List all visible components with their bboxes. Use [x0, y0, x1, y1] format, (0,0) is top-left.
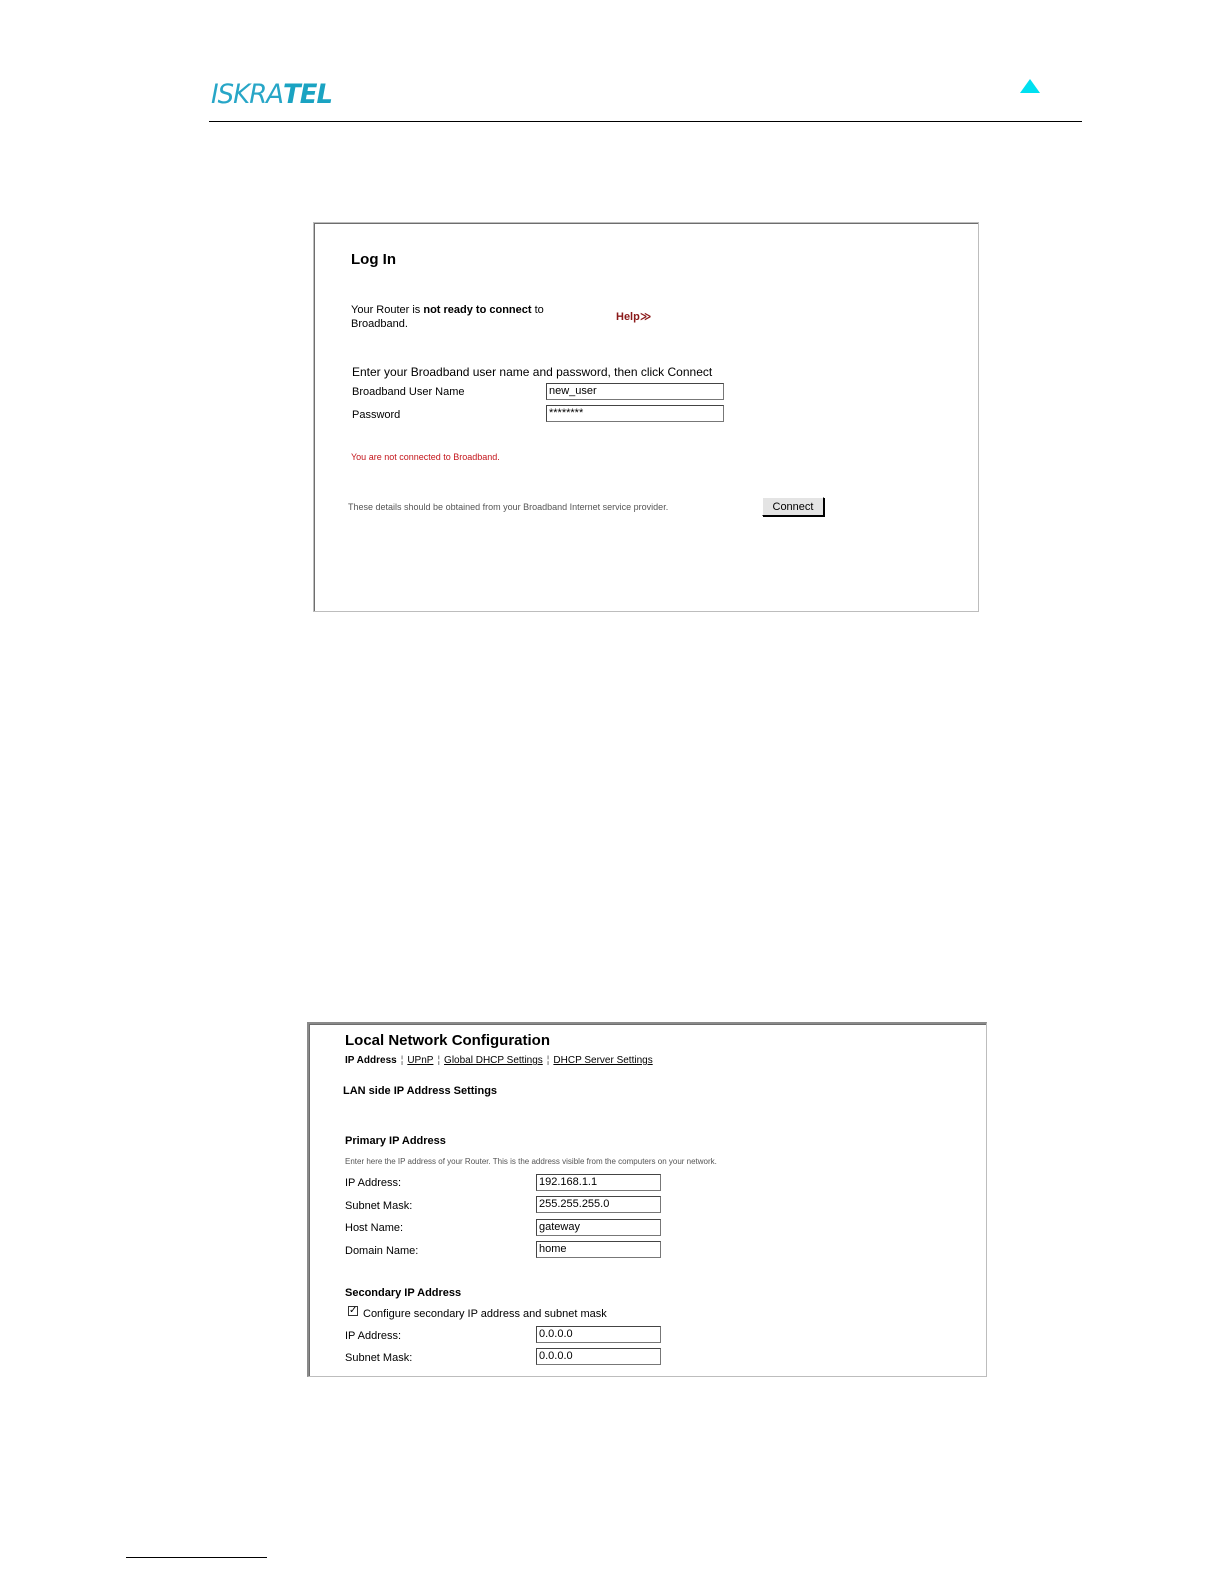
lan-tabs: IP Address ¦ UPnP ¦ Global DHCP Settings ¦ DHCP Server Settings — [345, 1055, 653, 1066]
domain-name-input[interactable]: home — [536, 1241, 661, 1258]
lan-config-screenshot — [307, 1022, 987, 1377]
host-name-label: Host Name: — [345, 1222, 404, 1234]
help-link[interactable]: Help≫ — [616, 311, 652, 323]
tab-global-dhcp[interactable]: Global DHCP Settings — [444, 1055, 543, 1066]
status-suffix: to Broadband. — [351, 304, 544, 330]
secondary-ip-label: IP Address: — [345, 1330, 402, 1342]
primary-ip-description: Enter here the IP address of your Router. This is the address visible from the computers on your network. — [345, 1157, 717, 1166]
header-divider — [209, 121, 1082, 122]
footnote-rule — [126, 1557, 267, 1558]
password-input[interactable]: ******** — [546, 405, 724, 422]
connect-button[interactable]: Connect — [762, 497, 824, 516]
login-instructions: Enter your Broadband user name and password, then click Connect — [352, 365, 713, 379]
secondary-ip-checkbox-label: Configure secondary IP address and subnet mask — [363, 1308, 607, 1320]
router-status-text — [351, 303, 581, 331]
tab-dhcp-server[interactable]: DHCP Server Settings — [553, 1055, 653, 1066]
username-label: Broadband User Name — [352, 386, 465, 398]
primary-ip-label: IP Address: — [345, 1177, 402, 1189]
secondary-ip-input[interactable]: 0.0.0.0 — [536, 1326, 661, 1343]
username-input[interactable]: new_user — [546, 383, 724, 400]
lan-config-title: Local Network Configuration — [345, 1032, 551, 1049]
not-connected-message: You are not connected to Broadband. — [351, 452, 500, 462]
login-screenshot — [313, 222, 979, 612]
secondary-subnet-input[interactable]: 0.0.0.0 — [536, 1348, 661, 1365]
status-prefix: Your Router is — [351, 304, 424, 316]
primary-subnet-input[interactable]: 255.255.255.0 — [536, 1196, 661, 1213]
tab-upnp[interactable]: UPnP — [407, 1055, 434, 1066]
secondary-subnet-label: Subnet Mask: — [345, 1352, 413, 1364]
logo-iskra-text: ISKRA — [211, 79, 284, 110]
primary-ip-heading: Primary IP Address — [345, 1135, 446, 1147]
up-arrow-icon[interactable] — [1019, 78, 1041, 94]
provider-details-note: These details should be obtained from your Broadband Internet service provider. — [348, 502, 669, 512]
password-label: Password — [352, 409, 401, 421]
lan-section-heading: LAN side IP Address Settings — [343, 1085, 498, 1097]
login-title: Log In — [351, 251, 396, 268]
secondary-ip-heading: Secondary IP Address — [345, 1287, 462, 1299]
primary-ip-input[interactable]: 192.168.1.1 — [536, 1174, 661, 1191]
secondary-ip-checkbox[interactable]: ✓ — [349, 1305, 358, 1316]
status-bold: not ready to connect — [423, 304, 532, 316]
iskratel-logo — [211, 79, 333, 110]
host-name-input[interactable]: gateway — [536, 1219, 661, 1236]
domain-name-label: Domain Name: — [345, 1245, 419, 1257]
logo-tel-text: TEL — [283, 79, 333, 110]
primary-subnet-label: Subnet Mask: — [345, 1200, 413, 1212]
tab-ip-address[interactable]: IP Address — [345, 1055, 397, 1066]
